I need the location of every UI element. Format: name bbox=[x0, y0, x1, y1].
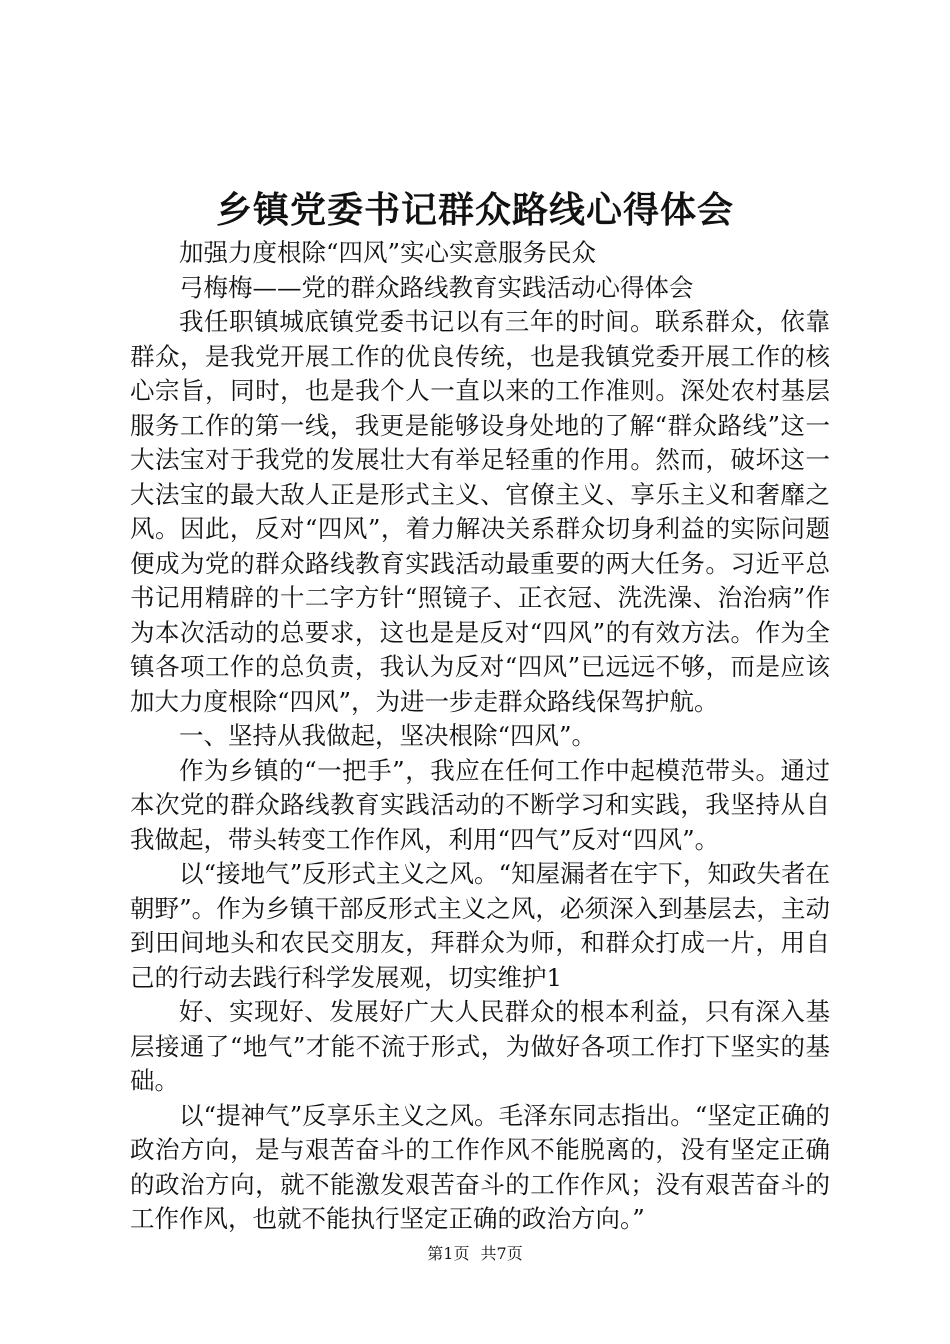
body-paragraph: 以“提神气”反享乐主义之风。毛泽东同志指出。“坚定正确的政治方向，是与艰苦奋斗的工作作风不能脱离的，没有坚定正确的政治方向，就不能激发艰苦奋斗的工作作风；没有艰苦奋斗的工作作风，也就不能执行坚定正确的政治方向。” bbox=[130, 1100, 830, 1233]
page-footer bbox=[0, 1244, 950, 1264]
subtitle-line: 加强力度根除“四风”实心实意服务民众 bbox=[179, 238, 597, 267]
author-line: 弓梅梅——党的群众路线教育实践活动心得体会 bbox=[179, 272, 694, 302]
body-paragraph: 以“接地气”反形式主义之风。“知屋漏者在宇下，知政失者在朝野”。作为乡镇干部反形式主义之风，必须深入到基层去，主动到田间地头和农民交朋友，拜群众为师，和群众打成一片，用自己的行动去践行科学发展观，切实维护1 bbox=[130, 859, 830, 992]
section-heading: 一、坚持从我做起，坚决根除“四风”。 bbox=[179, 721, 597, 750]
page-total: 共7页 bbox=[480, 1244, 523, 1263]
page-number: 第1页 bbox=[427, 1244, 470, 1263]
body-paragraph: 好、实现好、发展好广大人民群众的根本利益，只有深入基层接通了“地气”才能不流于形式，为做好各项工作打下坚实的基础。 bbox=[130, 997, 830, 1095]
body-paragraph: 作为乡镇的“一把手”，我应在任何工作中起模范带头。通过本次党的群众路线教育实践活动的不断学习和实践，我坚持从自我做起，带头转变工作作风，利用“四气”反对“四风”。 bbox=[130, 755, 830, 854]
body-paragraph: 我任职镇城底镇党委书记以有三年的时间。联系群众，依靠群众，是我党开展工作的优良传统，也是我镇党委开展工作的核心宗旨，同时，也是我个人一直以来的工作准则。深处农村基层服务工作的第一线，我更是能够设身处地的了解“群众路线”这一大法宝对于我党的发展壮大有举足轻重的作用。然而，破坏这一大法宝的最大敌人正是形式主义、官僚主义、享乐主义和奢靡之风。因此，反对“四风”，着力解决关系群众切身利益的实际问题便成为党的群众路线教育实践活动最重要的两大任务。习近平总书记用精辟的十二字方针“照镜子、正衣冠、洗洗澡、治治病”作为本次活动的总要求，这也是是反对“四风”的有效方法。作为全镇各项工作的总负责，我认为反对“四风”已远远不够，而是应该加大力度根除“四风”，为进一步走群众路线保驾护航。 bbox=[130, 307, 830, 716]
document-title: 乡镇党委书记群众路线心得体会 bbox=[215, 189, 734, 231]
document-body bbox=[130, 236, 830, 1237]
